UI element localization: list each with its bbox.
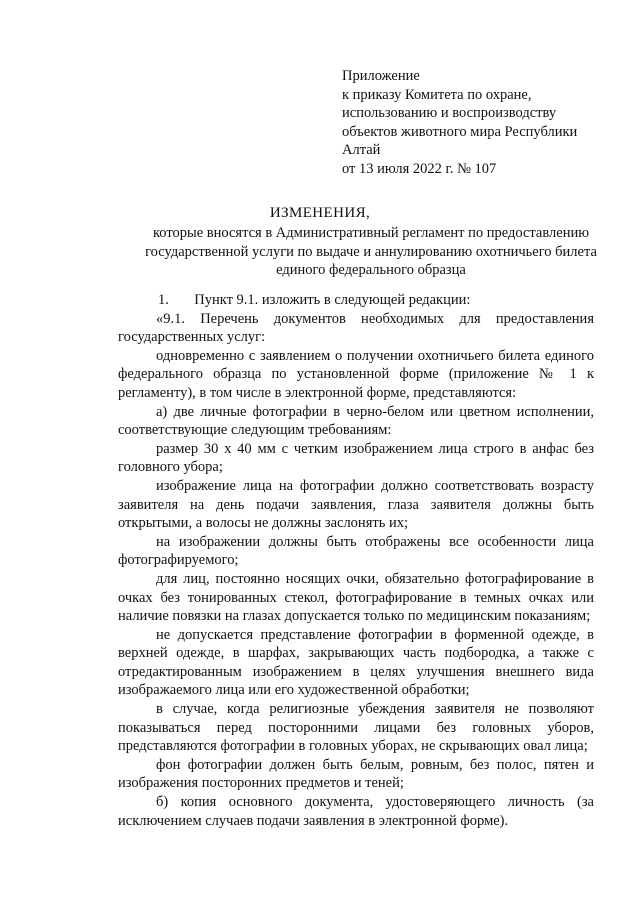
- paragraph: «9.1. Перечень документов необходимых для предоставления государственных услуг:: [118, 310, 594, 346]
- document-title: ИЗМЕНЕНИЯ,: [269, 205, 371, 221]
- appendix-line: к приказу Комитета по охране,: [342, 86, 532, 103]
- paragraph: не допускается представление фотографии в форменной одежде, в верхней одежде, в шарфах, закрывающих часть подбородка, а также с отредактированным изображением в целях улучшения внешнего вида изображаемого лица или его художественной обработки;: [118, 626, 594, 699]
- paragraph: 1. Пункт 9.1. изложить в следующей редакции:: [158, 292, 471, 308]
- appendix-line: объектов животного мира Республики: [342, 123, 578, 140]
- paragraph: б) копия основного документа, удостоверяющего личность (за исключением случаев подачи заявления в электронной форме).: [118, 794, 594, 829]
- appendix-header: [342, 67, 602, 179]
- paragraph: изображение лица на фотографии должно соответствовать возрасту заявителя на день подачи заявления, глаза заявителя должны быть открытыми, а волосы не должны заслонять их;: [118, 477, 594, 532]
- paragraph: на изображении должны быть отображены все особенности лица фотографируемого;: [118, 533, 594, 569]
- appendix-line: Алтай: [342, 142, 381, 159]
- document-subtitle: которые вносятся в Административный регламент по предоставлению государственной услуги по выдаче и аннулированию охотничьего билета единого федерального образца: [145, 225, 597, 279]
- paragraph: а) две личные фотографии в черно-белом или цветном исполнении, соответствующие следующим требованиям:: [118, 403, 594, 439]
- appendix-line: от 13 июля 2022 г. № 107: [342, 160, 497, 177]
- paragraph: в случае, когда религиозные убеждения заявителя не позволяют показываться перед посторонними лицами без головных уборов, представляются фотографии в головных уборах, не скрывающих овал лица;: [118, 701, 594, 755]
- paragraph: размер 30 х 40 мм с четким изображением лица строго в анфас без головного убора;: [118, 440, 594, 476]
- appendix-line: использованию и воспроизводству: [342, 105, 557, 122]
- paragraph: фон фотографии должен быть белым, ровным, без полос, пятен и изображения посторонних предметов и теней;: [118, 756, 594, 792]
- document-body: [118, 291, 594, 830]
- paragraph: для лиц, постоянно носящих очки, обязательно фотографирование в очках без тонированных стекол, фотографирование в темных очках или наличие повязки на глазах допускается только по медицинским показаниям;: [118, 570, 594, 625]
- appendix-line: Приложение: [342, 68, 420, 84]
- paragraph: одновременно с заявлением о получении охотничьего билета единого федерального образца по установленной форме (приложение № 1 к регламенту), в том числе в электронной форме, представляются:: [118, 347, 594, 401]
